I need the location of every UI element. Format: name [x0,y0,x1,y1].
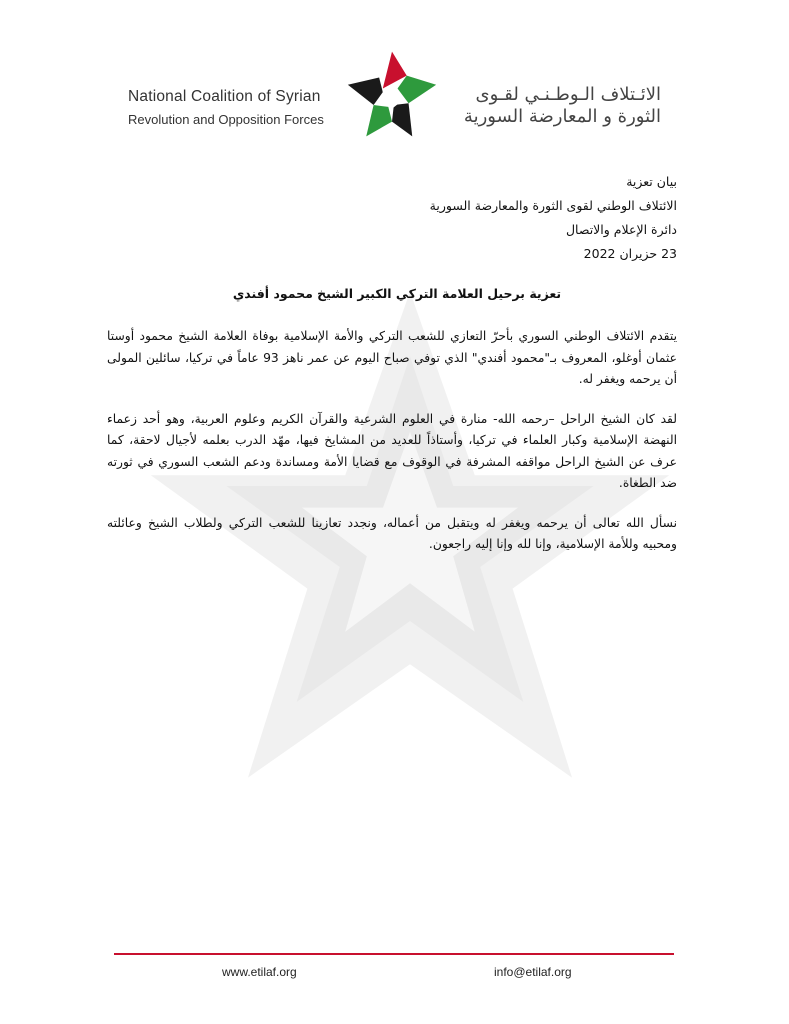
logo-english-line2: Revolution and Opposition Forces [128,112,324,127]
footer-website-link[interactable]: www.etilaf.org [222,965,297,979]
statement-title: تعزية برحيل العلامة التركي الكبير الشيخ محمود أفندي [232,286,562,301]
statement-type: بيان تعزية [626,174,677,189]
statement-body [107,326,677,574]
statement-meta [117,170,677,266]
footer-email-link[interactable]: info@etilaf.org [494,965,572,979]
logo-arabic-line2: الثورة و المعارضة السورية [463,106,661,127]
body-paragraph-1: يتقدم الائتلاف الوطني السوري بأحرّ التعازي للشعب التركي والأمة الإسلامية بوفاة العلامة الشيخ محمود أوستا عثمان أوغلو، المعروف بـ"محمود أفندي" الذي توفي صباح اليوم عن عمر ناهز 93 عاماً في تركيا، سائلين المولى أن يرحمه ويغفر له. [107,329,677,386]
statement-date: 23 حزيران 2022 [583,246,677,261]
body-paragraph-2: لقد كان الشيخ الراحل –رحمه الله- منارة في العلوم الشرعية والقرآن الكريم وعلوم العربية، وهو أحد زعماء النهضة الإسلامية وكبار العلماء في تركيا، وأستاذاً للعديد من المشايخ فيها، مهّد الدرب بعلمه لأجيال لاحقة، كما عرف عن الشيخ الراحل مواقفه المشرفة في الوقوف مع قضايا الأمة ومساندة ودعم الشعب السوري في ثورته ضد الطغاة. [107,411,677,490]
logo-arabic-line1: الائـتلاف الـوطـنـي لقـوى [475,84,661,105]
logo-arabic-text [446,84,661,128]
body-paragraph-3: نسأل الله تعالى أن يرحمه ويغفر له ويتقبل من أعماله، ونجدد تعازينا للشعب التركي ولطلاب الشيخ وعائلته ومحبيه وللأمة الإسلامية، وإنا لله وإنا إليه راجعون. [107,515,677,551]
star-logo-icon [346,48,438,140]
department-name: دائرة الإعلام والاتصال [565,222,677,237]
organization-name: الائتلاف الوطني لقوى الثورة والمعارضة السورية [429,198,677,213]
footer-divider [114,953,674,955]
logo-english-text [128,88,348,127]
logo-english-line1: National Coalition of Syrian [128,88,321,105]
